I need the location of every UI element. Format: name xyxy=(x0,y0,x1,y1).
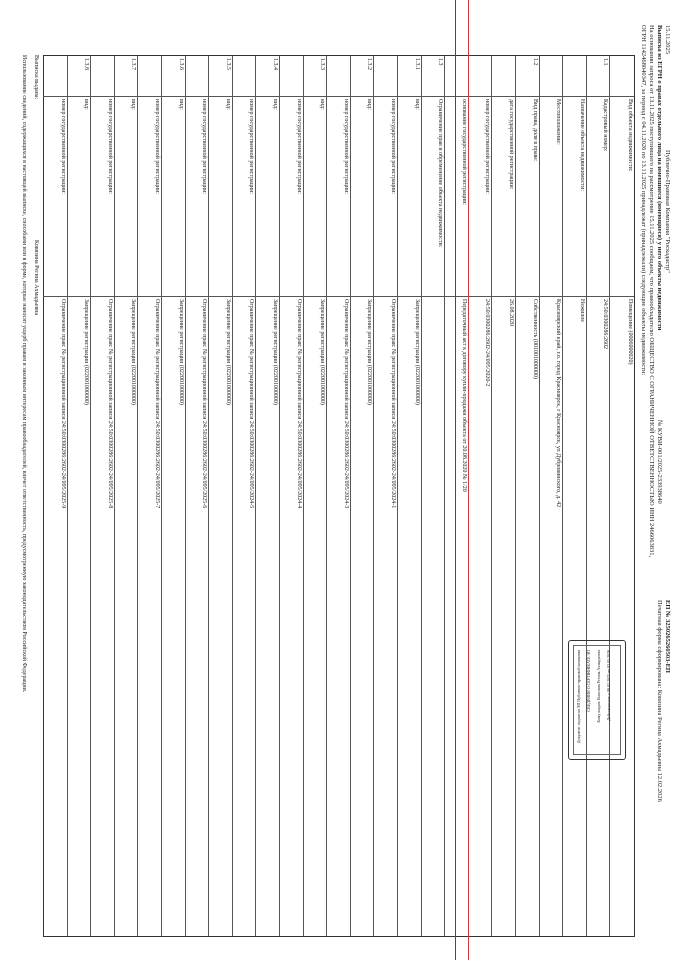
row-label: вид: xyxy=(397,96,421,296)
row-label: номер государственной регистрации: xyxy=(232,96,256,296)
stamp-inner xyxy=(573,645,621,755)
table-row xyxy=(279,56,304,936)
row-label: номер государственной регистрации: xyxy=(43,96,67,296)
table-row xyxy=(586,56,611,936)
row-value: Ограничение прав: № регистрационной записи 24:50:0300286:2602-24/095/2024-3 xyxy=(326,296,350,936)
row-value: Передаточный акт к договору купли-продажи объекта от 20.08.2020 № 1/20 xyxy=(444,296,468,936)
row-number xyxy=(232,56,256,96)
row-number xyxy=(491,56,515,96)
row-label: Ограничение прав и обременение объекта недвижимости: xyxy=(421,96,445,296)
stamp-line-3: Кому выдан: Ковязина Регина Ахмадьевна xyxy=(596,650,601,723)
table-row xyxy=(137,56,162,936)
row-value: Запрещение регистрации (022001000000) xyxy=(208,296,232,936)
row-label: номер государственной регистрации: xyxy=(326,96,350,296)
table-row xyxy=(185,56,210,936)
row-value: Запрещение регистрации (022001000000) xyxy=(114,296,138,936)
row-label: Кадастровый номер: xyxy=(586,96,610,296)
stamp-line-4: Действителен: с 06.02.2025 по 02.05.2026 xyxy=(606,650,611,721)
row-number xyxy=(279,56,303,96)
row-value: 24:50:0300286:2602 xyxy=(586,296,610,936)
row-value: Собственность (001001000000) xyxy=(515,296,539,936)
row-number: 1.3.6 xyxy=(177,58,184,70)
table-row xyxy=(515,56,540,936)
table-row xyxy=(67,56,92,936)
table-row xyxy=(350,56,375,936)
issuer-label: Выписка выдана: xyxy=(33,55,39,100)
row-label: вид: xyxy=(67,96,91,296)
ep-text: Печатная форма сформирована: Ковязина Регина Ахмадьевна 12.02.2026 xyxy=(656,600,663,802)
row-label: Вид объекта недвижимости: xyxy=(610,96,634,296)
row-number: 1.2 xyxy=(531,58,538,66)
row-number xyxy=(562,56,586,96)
row-label: номер государственной регистрации: xyxy=(90,96,114,296)
issuer-name: Ковязина Регина Ахмадьевна xyxy=(33,240,39,316)
row-label: Назначение объекта недвижимости: xyxy=(562,96,586,296)
row-value: Ограничение прав: № регистрационной записи 24:50:0300286:2602-24/095/2024-5 xyxy=(232,296,256,936)
ep-number: ЕП № 3250265260503-ЕП xyxy=(664,600,671,673)
table-row xyxy=(255,56,280,936)
rights-table xyxy=(43,55,635,937)
table-row xyxy=(161,56,186,936)
row-value: Ограничение прав: № регистрационной записи 24:50:0300286:2602-24/095/2024-4 xyxy=(279,296,303,936)
row-number xyxy=(43,56,67,96)
row-label: номер государственной регистрации: xyxy=(137,96,161,296)
table-row xyxy=(491,56,516,936)
row-label: вид: xyxy=(114,96,138,296)
row-value: 24:50:0300286:2602-24/095/2020-2 xyxy=(468,296,492,936)
red-pen-line xyxy=(468,0,469,960)
row-label: Вид права, доля в праве: xyxy=(515,96,539,296)
row-number xyxy=(539,56,563,96)
blue-pen-line xyxy=(455,0,456,960)
row-value: Запрещение регистрации (022001000000) xyxy=(350,296,374,936)
stamp-line-2: СВЕДЕНИЯ О СЕРТИФИКАТЕ ЭП xyxy=(586,650,591,712)
row-number xyxy=(137,56,161,96)
row-label: вид: xyxy=(350,96,374,296)
row-number: 1.3.7 xyxy=(130,58,137,70)
row-value: Ограничение прав: № регистрационной записи 24:50:0300286:2602-24/095/2025-9 xyxy=(43,296,67,936)
row-value xyxy=(421,296,445,936)
row-value: Запрещение регистрации (022001000000) xyxy=(67,296,91,936)
row-number: 1.3 xyxy=(437,58,444,66)
row-value: Красноярский край, г.о. город Красноярск, г Красноярск, ул Дубровинского, д. 42 xyxy=(539,296,563,936)
table-row xyxy=(232,56,257,936)
row-value: 26.08.2020 xyxy=(491,296,515,936)
row-label: вид: xyxy=(255,96,279,296)
doc-number: № КУВИ-001/2025-233938640 xyxy=(656,420,663,504)
row-number xyxy=(468,56,492,96)
row-label: вид: xyxy=(208,96,232,296)
row-value: Нежилое xyxy=(562,296,586,936)
doc-org: Публично-Правовая Компания "Роскадастр" xyxy=(664,150,671,273)
row-number: 1.3.1 xyxy=(413,58,420,70)
row-value: Ограничение прав: № регистрационной записи 24:50:0300286:2602-24/095/2025-6 xyxy=(185,296,209,936)
row-label: номер государственной регистрации: xyxy=(185,96,209,296)
row-number: 1.3.5 xyxy=(224,58,231,70)
table-row xyxy=(562,56,587,936)
table-row xyxy=(43,56,68,936)
row-number: 1.1 xyxy=(602,58,609,66)
table-row xyxy=(610,56,634,936)
row-number: 1.3.3 xyxy=(319,58,326,70)
row-value: Ограничение прав: № регистрационной записи 24:50:0300286:2602-24/095/2025-7 xyxy=(137,296,161,936)
doc-title: Выписка из ЕГРН о правах отдельного лица на имевшиеся (имеющиеся) у него объекты недвижимости xyxy=(656,25,663,331)
table-row xyxy=(114,56,139,936)
signature-stamp xyxy=(568,640,626,760)
table-row xyxy=(444,56,469,936)
footer-note: Использование сведений, содержащихся в настоящей выписке, способами или в форме, которые наносят ущерб правам и законным интересам правообладателей, влечет ответственность, предусмотренную законодательством Российской Федерации. xyxy=(21,55,27,693)
table-row xyxy=(397,56,422,936)
row-number: 1.3.2 xyxy=(366,58,373,70)
row-label: основание государственной регистрации: xyxy=(444,96,468,296)
row-number xyxy=(90,56,114,96)
row-label: номер государственной регистрации: xyxy=(468,96,492,296)
row-label: номер государственной регистрации: xyxy=(373,96,397,296)
table-row xyxy=(90,56,115,936)
table-row xyxy=(208,56,233,936)
row-label: дата государственной регистрации: xyxy=(491,96,515,296)
row-value: Запрещение регистрации (022001000000) xyxy=(255,296,279,936)
doc-date: 15.11.2025 xyxy=(664,25,671,55)
row-number xyxy=(185,56,209,96)
stamp-line-1: Документ подписан ЭП Публично-правовой компании xyxy=(576,650,581,744)
row-number: 1.3.8 xyxy=(83,58,90,70)
row-value: Запрещение регистрации (022001000000) xyxy=(397,296,421,936)
row-number xyxy=(610,56,634,96)
table-row xyxy=(303,56,328,936)
table-row xyxy=(539,56,564,936)
row-number xyxy=(326,56,350,96)
row-label: Местоположение: xyxy=(539,96,563,296)
row-value: Ограничение прав: № регистрационной записи 24:50:0300286:2602-24/095/2025-8 xyxy=(90,296,114,936)
table-row xyxy=(421,56,446,936)
row-label: номер государственной регистрации: xyxy=(279,96,303,296)
row-value: Запрещение регистрации (022001000000) xyxy=(161,296,185,936)
table-row xyxy=(326,56,351,936)
row-label: вид: xyxy=(161,96,185,296)
row-value: Ограничение прав: № регистрационной записи 24:50:0300286:2602-24/095/2024-1 xyxy=(373,296,397,936)
row-label: вид: xyxy=(303,96,327,296)
row-number xyxy=(373,56,397,96)
row-value: Помещение (0006000020) xyxy=(610,296,634,936)
row-number: 1.3.4 xyxy=(272,58,278,70)
table-row xyxy=(468,56,493,936)
row-value: Запрещение регистрации (022001000000) xyxy=(303,296,327,936)
doc-intro: На основании запроса от 13.11.2025 поступившего на рассмотрение 15.11.2025 сообщаем, что правообладателю ОБЩЕСТВО С ОГРАНИЧЕННОЙ ОТВЕТСТВЕННОСТЬЮ ИНН 2466063831, ОГРН 1142468040347, за период с 04.11.2026 по 13.11.2025 принадлежат (принадлежали) следующие объекты недвижимости: xyxy=(640,25,655,558)
table-row xyxy=(373,56,398,936)
